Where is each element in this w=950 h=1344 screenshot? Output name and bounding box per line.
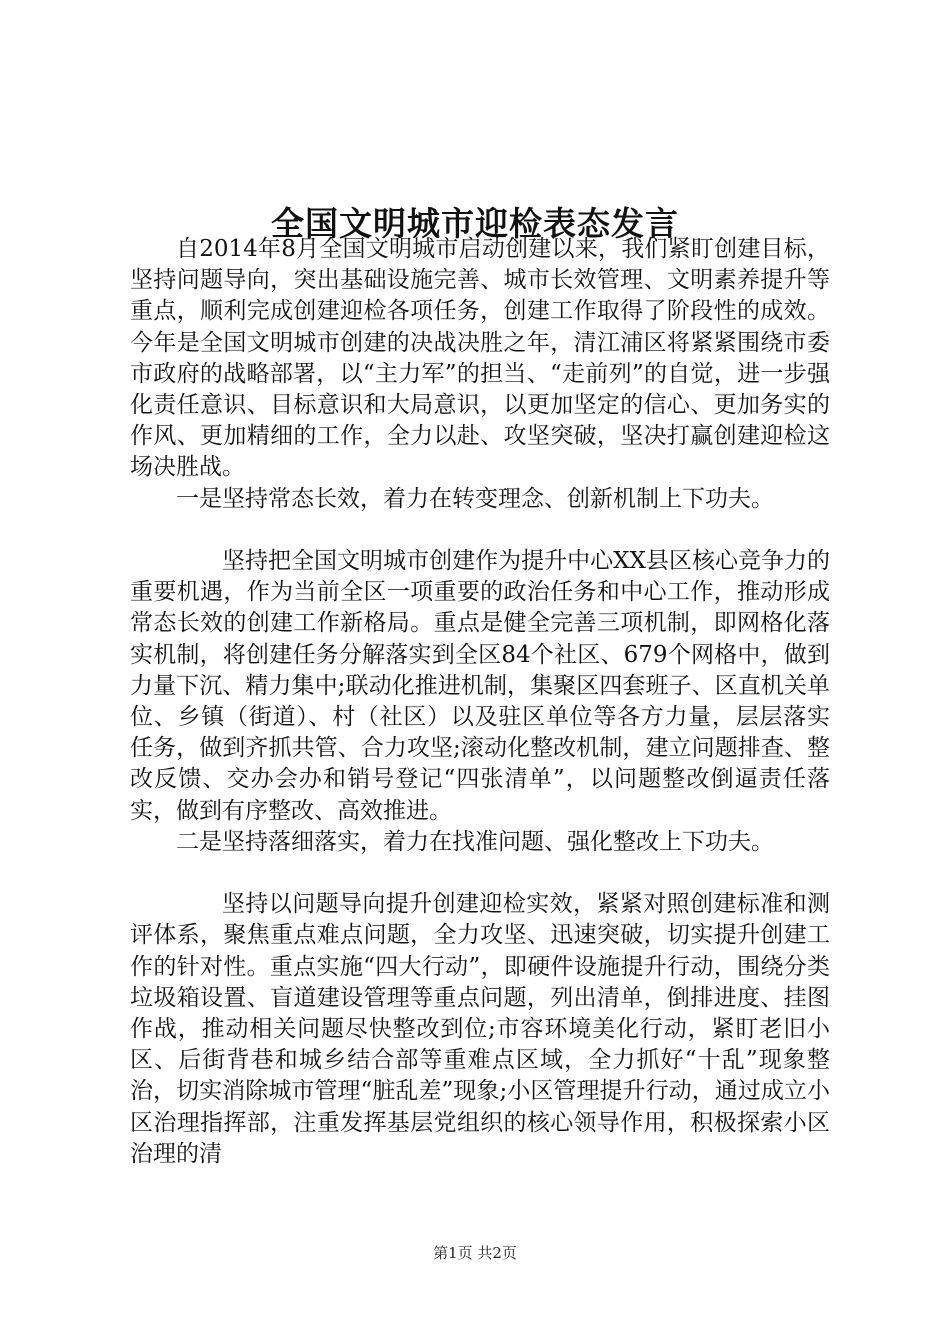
blank-line: [130, 515, 830, 546]
page-footer: 第1页 共2页: [433, 1244, 517, 1262]
blank-line: [130, 858, 830, 889]
document-body: [130, 234, 830, 1170]
section-heading-2: 二是坚持落细落实，着力在找准问题、强化整改上下功夫。: [176, 828, 774, 855]
document-title: 全国文明城市迎检表态发言: [271, 204, 679, 244]
paragraph-section-1: 坚持把全国文明城市创建作为提升中心XX县区核心竞争力的重要机遇，作为当前全区一项重要的政治任务和中心工作，推动形成常态长效的创建工作新格局。重点是健全完善三项机制，即网格化落实机制，将创建任务分解落实到全区84个社区、679个网格中，做到力量下沉、精力集中;联动化推进机制，集聚区四套班子、区直机关单位、乡镇（街道）、村（社区）以及驻区单位等各方力量，层层落实任务，做到齐抓共管、合力攻坚;滚动化整改机制，建立问题排查、整改反馈、交办会办和销号登记“四张清单”，以问题整改倒逼责任落实，做到有序整改、高效推进。: [130, 548, 830, 824]
paragraph-section-2: 坚持以问题导向提升创建迎检实效，紧紧对照创建标准和测评体系，聚焦重点难点问题，全力攻坚、迅速突破，切实提升创建工作的针对性。重点实施“四大行动”，即硬件设施提升行动，围绕分类垃圾箱设置、盲道建设管理等重点问题，列出清单，倒排进度、挂图作战，推动相关问题尽快整改到位;市容环境美化行动，紧盯老旧小区、后街背巷和城乡结合部等重难点区域，全力抓好“十乱”现象整治，切实消除城市管理“脏乱差”现象;小区管理提升行动，通过成立小区治理指挥部，注重发挥基层党组织的核心领导作用，积极探索小区治理的清: [130, 891, 830, 1167]
paragraph-intro: 自2014年8月全国文明城市启动创建以来，我们紧盯创建目标，坚持问题导向，突出基础设施完善、城市长效管理、文明素养提升等重点，顺利完成创建迎检各项任务，创建工作取得了阶段性的成效。今年是全国文明城市创建的决战决胜之年，清江浦区将紧紧围绕市委市政府的战略部署，以“主力军”的担当、“走前列”的自觉，进一步强化责任意识、目标意识和大局意识，以更加坚定的信心、更加务实的作风、更加精细的工作，全力以赴、攻坚突破，坚决打赢创建迎检这场决胜战。: [130, 236, 830, 481]
section-heading-1: 一是坚持常态长效，着力在转变理念、创新机制上下功夫。: [176, 485, 774, 512]
